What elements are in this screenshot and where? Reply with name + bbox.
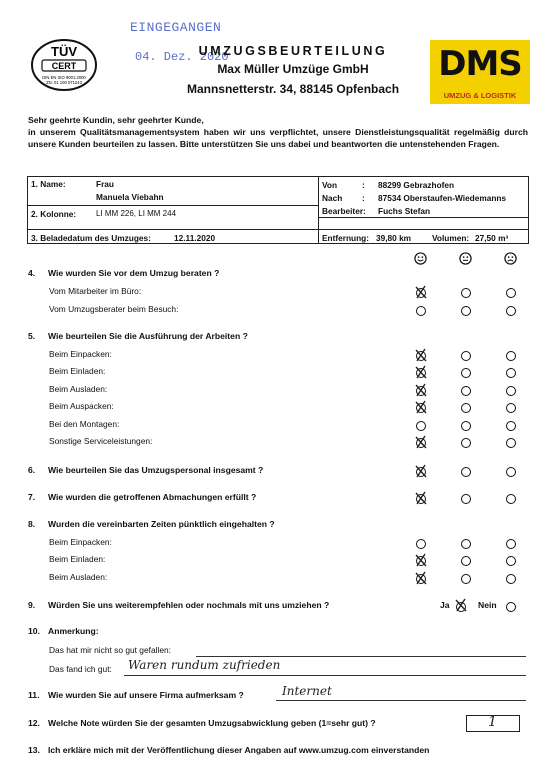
question-8: 8. Wurden die vereinbarten Zeiten pünktlich eingehalten ? [28,519,275,529]
name-salutation: Frau [96,179,114,189]
company-name: Max Müller Umzüge GmbH [217,62,369,76]
neutral-face-icon [459,252,472,265]
q8-row-einpacken-option-neutral[interactable] [461,539,471,549]
q5-item-montagen: Bei den Montagen: [49,419,120,429]
q5-row-montagen-option-happy[interactable] [416,421,426,431]
q6-row-option-sad[interactable] [506,467,516,477]
q5-row-ausladen-option-neutral[interactable] [461,386,471,396]
q9-nein-label: Nein [478,600,497,610]
q4-row-buero-cross-mark[interactable] [414,284,428,300]
tuv-cert-logo [30,38,98,92]
bearbeiter-value: Fuchs Stefan [378,206,431,216]
intro-body: in unserem Qualitätsmanagementsystem haben wir uns verpflichtet, unsere Dienstleistungsqualität regelmäßig durch unsere Kunden beurteilen zu lassen. Bitte unterstützen Sie uns dabei und beantworten die untenstehenden Fragen. [28,127,528,149]
q8-row-einladen-cross-mark[interactable] [414,552,428,568]
q8-row-ausladen-cross-mark[interactable] [414,570,428,586]
q5-row-einladen-option-neutral[interactable] [461,368,471,378]
q6-row-cross-mark[interactable] [414,463,428,479]
dms-logo [430,40,530,104]
loading-date-label: 3. Beladedatum des Umzuges: [31,233,151,243]
question-11: 11. Wie wurden Sie auf unsere Firma aufmerksam ? [28,690,244,700]
von-value: 88299 Gebrazhofen [378,180,455,190]
q5-row-einpacken-option-sad[interactable] [506,351,516,361]
intro-greeting: Sehr geehrte Kundin, sehr geehrter Kunde, [28,115,204,125]
q10-positive-answer: Waren rundum zufrieden [128,658,281,672]
question-10: 10. Anmerkung: [28,626,99,636]
customer-name: Manuela Viebahn [96,192,164,202]
q7-row-cross-mark[interactable] [414,490,428,506]
received-stamp: EINGEGANGEN [130,20,222,35]
q10-positive-label: Das fand ich gut: [49,664,112,674]
loading-date-value: 12.11.2020 [174,233,216,243]
q5-row-auspacken-cross-mark[interactable] [414,399,428,415]
q8-row-einpacken-option-happy[interactable] [416,539,426,549]
q4-row-besuch-option-neutral[interactable] [461,306,471,316]
q8-item-einpacken: Beim Einpacken: [49,537,112,547]
kolonne-value: LI MM 226, LI MM 244 [96,209,177,218]
q5-item-ausladen: Beim Ausladen: [49,384,108,394]
intro-text [28,114,528,150]
q5-item-auspacken: Beim Auspacken: [49,401,114,411]
q5-row-einpacken-cross-mark[interactable] [414,347,428,363]
order-info-table: 1. Name: Frau Manuela Viebahn 2. Kolonne: LI MM 226, LI MM 244 3. Beladedatum des Umzuges: 12.11.2020 Von : 88299 Gebrazhofen Nach : 87534 Oberstaufen-Wiedemanns Bearbeiter: Fuchs Stefan Entfernung: 39,80 km Volumen: 27,50 m³ [27,176,529,244]
question-7: 7. Wie wurden die getroffenen Abmachungen erfüllt ? [28,492,257,502]
q8-item-ausladen: Beim Ausladen: [49,572,108,582]
name-label: 1. Name: [31,179,66,189]
dms-tagline: UMZUG & LOGISTIK [443,91,517,100]
bearbeiter-label: Bearbeiter: [322,206,366,216]
dms-brand: DMS [438,44,522,84]
q4-item-buero: Vom Mitarbeiter im Büro: [49,286,142,296]
q5-row-sonstige-option-neutral[interactable] [461,438,471,448]
kolonne-label: 2. Kolonne: [31,209,77,219]
q4-row-besuch-option-happy[interactable] [416,306,426,316]
q4-row-buero-option-sad[interactable] [506,288,516,298]
distance-value: 39,80 km [376,233,412,243]
question-13: 13. Ich erkläre mich mit der Veröffentlichung dieser Angaben auf www.umzug.com einverstanden [28,745,430,755]
nach-value: 87534 Oberstaufen-Wiedemanns [378,193,507,203]
q8-item-einladen: Beim Einladen: [49,554,106,564]
q8-row-einladen-option-sad[interactable] [506,556,516,566]
q5-row-einladen-option-sad[interactable] [506,368,516,378]
q10-positive-line [124,675,526,676]
q7-row-option-neutral[interactable] [461,494,471,504]
q8-row-einladen-option-neutral[interactable] [461,556,471,566]
question-6: 6. Wie beurteilen Sie das Umzugspersonal insgesamt ? [28,465,264,475]
q5-row-einpacken-option-neutral[interactable] [461,351,471,361]
q9-nein-option[interactable] [506,602,516,612]
q5-row-ausladen-option-sad[interactable] [506,386,516,396]
q9-ja-label: Ja [440,600,450,610]
q10-negative-label: Das hat mir nicht so gut gefallen: [49,645,171,655]
q5-row-sonstige-cross-mark[interactable] [414,434,428,450]
sad-face-icon [504,252,517,265]
nach-label: Nach [322,193,343,203]
q5-row-montagen-option-neutral[interactable] [461,421,471,431]
tuv-cert-text: CERT [51,61,77,71]
tuv-iso-line: DIN EN ISO 9001:2000 [42,75,86,80]
q12-grade-answer: 1 [488,714,497,730]
q7-row-option-sad[interactable] [506,494,516,504]
q5-item-einpacken: Beim Einpacken: [49,349,112,359]
q5-row-auspacken-option-neutral[interactable] [461,403,471,413]
received-date-stamp: 04. Dez. 2020 [135,50,229,64]
question-9: 9. Würden Sie uns weiterempfehlen oder nochmals mit uns umziehen ? [28,600,330,610]
q5-row-montagen-option-sad[interactable] [506,421,516,431]
q5-row-einladen-cross-mark[interactable] [414,364,428,380]
q8-row-ausladen-option-sad[interactable] [506,574,516,584]
q5-item-einladen: Beim Einladen: [49,366,106,376]
volume-label: Volumen: [432,233,470,243]
q5-row-auspacken-option-sad[interactable] [506,403,516,413]
q6-row-option-neutral[interactable] [461,467,471,477]
happy-face-icon [414,252,427,265]
q11-answer-line [276,700,526,701]
q8-row-einpacken-option-sad[interactable] [506,539,516,549]
q4-row-buero-option-neutral[interactable] [461,288,471,298]
question-4: 4. Wie wurden Sie vor dem Umzug beraten ? [28,268,220,278]
von-label: Von [322,180,338,190]
tuv-label: TÜV [51,44,77,59]
q4-row-besuch-option-sad[interactable] [506,306,516,316]
page-title: UMZUGSBEURTEILUNG [198,44,388,58]
q5-row-ausladen-cross-mark[interactable] [414,382,428,398]
q5-item-sonstige: Sonstige Serviceleistungen: [49,436,153,446]
q5-row-sonstige-option-sad[interactable] [506,438,516,448]
tuv-zn-line: ZN: 01 100 071243 [46,80,82,85]
question-5: 5. Wie beurteilen Sie die Ausführung der Arbeiten ? [28,331,248,341]
distance-label: Entfernung: [322,233,370,243]
q10-negative-line [196,656,526,657]
q9-ja-cross-mark[interactable] [454,597,468,613]
volume-value: 27,50 m³ [475,233,509,243]
q4-item-besuch: Vom Umzugsberater beim Besuch: [49,304,179,314]
question-12: 12. Welche Note würden Sie der gesamten Umzugsabwicklung geben (1=sehr gut) ? [28,718,376,728]
company-address: Mannsnetterstr. 34, 88145 Opfenbach [186,82,400,96]
q8-row-ausladen-option-neutral[interactable] [461,574,471,584]
q11-answer: Internet [282,684,332,698]
